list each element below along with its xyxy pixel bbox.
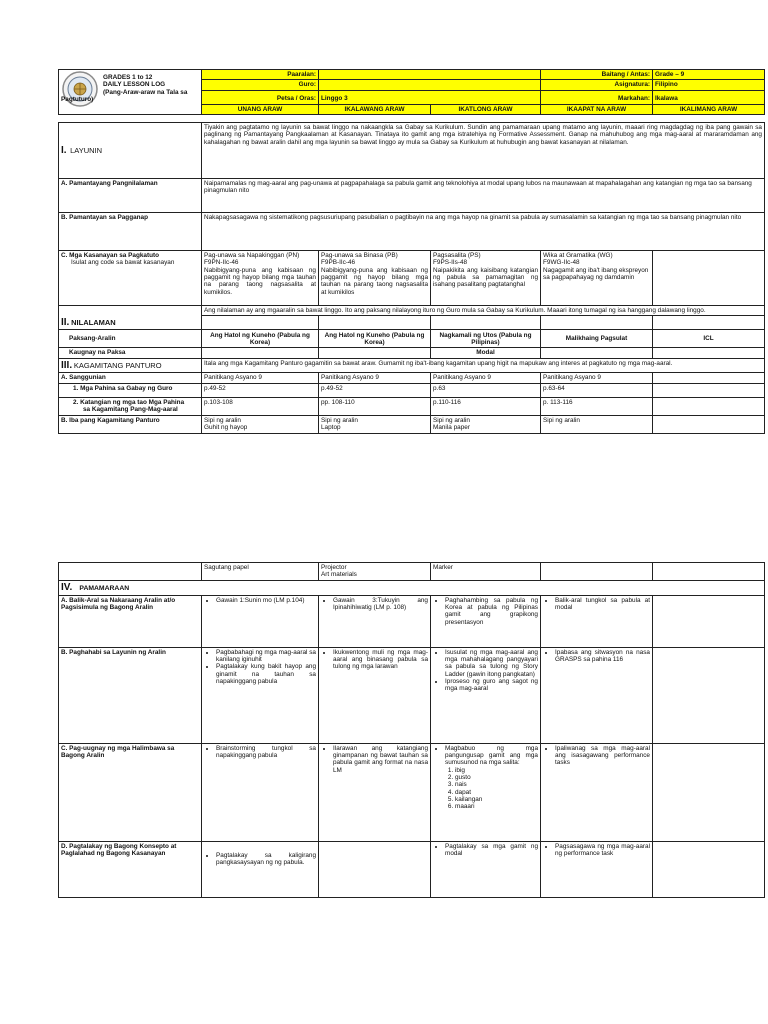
lm-5 bbox=[653, 397, 765, 415]
nilalaman-blank-3 bbox=[431, 316, 541, 330]
modal-word-1: 1. ibig bbox=[455, 767, 538, 774]
paaralan-value bbox=[319, 70, 541, 80]
pamamaraan-d-4-item: • Pagsasagawa ng mga mag-aaral ng performance task bbox=[555, 843, 650, 858]
gabay-guro-5 bbox=[653, 383, 765, 397]
iba-3-item-2: Manila paper bbox=[433, 423, 470, 431]
kasanayan-3-code: F9PS-IIs-48 bbox=[433, 259, 468, 267]
sanggunian-3: Panitikang Asyano 9 bbox=[431, 373, 541, 383]
pamamaraan-d-1-item: • Pagtalakay sa kaligirang pangkasaysayan ng ng pabula. bbox=[216, 852, 316, 867]
layunin-label: LAYUNIN bbox=[70, 145, 103, 155]
nilalaman-blank-1 bbox=[202, 316, 319, 330]
iba-1 bbox=[202, 415, 319, 433]
pamamaraan-b-5 bbox=[653, 647, 765, 743]
iba-3-item-1: Sipi ng aralin bbox=[433, 416, 470, 424]
kagamitan-text: Itala ang mga Kagamitang Panturo gagamitin sa bawat araw. Gumamit ng iba't-ibang kagamitan upang higit na mapukaw ang interes at pagkatuto ng mga mag-aaral. bbox=[202, 358, 765, 373]
layunin-heading bbox=[59, 123, 202, 179]
iba-cont-4 bbox=[541, 563, 653, 581]
pamamaraan-a-2-item: • Gawain 3:Tukuyin ang Ipinahihiwatig (LM p. 108) bbox=[333, 597, 428, 612]
modal-word-5: 5. kailangan bbox=[455, 796, 538, 803]
kagamitan-num: III. bbox=[61, 359, 73, 371]
nilalaman-num: II. bbox=[61, 316, 70, 328]
nilalaman-heading bbox=[59, 306, 202, 330]
modal-word-4: 4. dapat bbox=[455, 789, 538, 796]
iba-2-item-1: Sipi ng aralin bbox=[321, 416, 358, 424]
markahan-value: Ikalawa bbox=[653, 90, 765, 104]
pamamaraan-c-3-item: Magbabuo ng mga pangungusap gamit ang mga sumusunod na mga salita: bbox=[445, 744, 538, 767]
pamamaraan-d-5 bbox=[653, 841, 765, 897]
lm-label-2: sa Kagamitang Pang-Mag-aaral bbox=[83, 405, 178, 413]
pamamaraan-c-1 bbox=[202, 743, 319, 841]
kasanayan-3-text: Naipakikita ang kaisibang katangian ng pabula sa pamamagitan ng isahang pasalitang pagtatanghal bbox=[433, 266, 538, 289]
iba-label: B. Iba pang Kagamitang Panturo bbox=[59, 415, 202, 433]
kasanayan-cell-4 bbox=[541, 251, 653, 306]
kasanayan-2-domain: Pag-unawa sa Binasa (PB) bbox=[321, 252, 398, 259]
pamamaraan-b-4 bbox=[541, 647, 653, 743]
pamamaraan-b-3 bbox=[431, 647, 541, 743]
pamamaraan-a-1 bbox=[202, 595, 319, 647]
pamantayan-pagganap-label: B. Pamantayan sa Pagganap bbox=[59, 213, 202, 251]
kasanayan-cell-1 bbox=[202, 251, 319, 306]
modal-word-6: 6. maaari bbox=[455, 803, 538, 810]
kasanayan-cell-2 bbox=[319, 251, 431, 306]
pamamaraan-heading bbox=[59, 581, 765, 596]
pamamaraan-d-1 bbox=[202, 841, 319, 897]
gabay-guro-2: p.49-52 bbox=[319, 383, 431, 397]
kaugnay-3: Modal bbox=[431, 348, 541, 358]
sanggunian-5 bbox=[653, 373, 765, 383]
nilalaman-blank-5 bbox=[653, 316, 765, 330]
kasanayan-cell-5 bbox=[653, 251, 765, 306]
day-header-1: UNANG ARAW bbox=[202, 104, 319, 114]
pamamaraan-b-3-item-1: • Isusulat ng mga mag-aaral ang mga mahahalagang pangyayari sa pabula sa tulong ng Story Ladder (gawin itong pangkatan) bbox=[445, 649, 538, 678]
paksa-4: Malikhaing Pagsulat bbox=[541, 330, 653, 348]
gabay-guro-label: 1. Mga Pahina sa Gabay ng Guro bbox=[59, 383, 202, 397]
lm-1: p.103-108 bbox=[202, 397, 319, 415]
iba-cont-2 bbox=[319, 563, 431, 581]
pamamaraan-a-4-item: • Balik-aral tungkol sa pabula at modal bbox=[555, 597, 650, 612]
layunin-text: Tiyakin ang pagtatamo ng layunin sa bawat linggo na nakaangkla sa Gabay sa Kurikulum. Sundin ang pamamaraan upang matamo ang layunin, maaari ring magdagdag ng iba pang gawain sa paglinang ng Pamantayang Pangkaalaman at Kasanayan. Tinataya ito gamit ang mga istratehiya ng Formative Assessment. Ganap na mahuhubog ang mga mag-aaral at mararamdaman ang kahalagahan ng bawat aralin dahil ang mga layunin sa bawat linggo ay mula sa Gabay sa Kurikulum at huhubugin ang bawat kasanayan at nilalaman. bbox=[202, 123, 765, 179]
pamamaraan-a-4 bbox=[541, 595, 653, 647]
pamamaraan-label: PAMAMARAAN bbox=[79, 585, 130, 592]
iba-3 bbox=[431, 415, 541, 433]
pamamaraan-num: IV. bbox=[61, 582, 73, 593]
gabay-guro-3: p.63 bbox=[431, 383, 541, 397]
pamamaraan-c-label: C. Pag-uugnay ng mga Halimbawa sa Bagong Aralin bbox=[59, 743, 202, 841]
pamamaraan-a-1-item: • Gawain 1:Sunin mo (LM p.104) bbox=[216, 597, 316, 604]
gabay-guro-1: p.49-52 bbox=[202, 383, 319, 397]
nilalaman-blank-2 bbox=[319, 316, 431, 330]
lm-2: pp. 108-110 bbox=[319, 397, 431, 415]
iba-cont-1 bbox=[202, 563, 319, 581]
kaugnay-label: Kaugnay na Paksa bbox=[59, 348, 202, 358]
kasanayan-2-code: F9PB-IIc-46 bbox=[321, 259, 356, 267]
pamamaraan-c-5 bbox=[653, 743, 765, 841]
kasanayan-label-cell bbox=[59, 251, 202, 306]
kaugnay-2 bbox=[319, 348, 431, 358]
petsa-value: Linggo 3 bbox=[319, 90, 541, 104]
kasanayan-1-domain: Pag-unawa sa Napakinggan (PN) bbox=[204, 252, 300, 259]
pamamaraan-c-1-item: • Brainstorming tungkol sa napakinggang pabula bbox=[216, 745, 316, 760]
asignatura-label: Asignatura: bbox=[541, 80, 653, 90]
markahan-label: Markahan: bbox=[541, 90, 653, 104]
dll-title-cell bbox=[59, 70, 202, 115]
guro-value bbox=[319, 80, 541, 90]
pamantayan-nilalaman-text: Naipamamalas ng mag-aaral ang pag-unawa at pagpapahalaga sa pabula gamit ang teknolohiya at modal upang lubos na maunawaan at mapahalagahan ang katangian ng mga tao sa bansang pinagmulan nito bbox=[202, 179, 765, 213]
lm-4: p. 113-116 bbox=[541, 397, 653, 415]
pamamaraan-c-4 bbox=[541, 743, 653, 841]
pamantayan-nilalaman-label: A. Pamantayang Pangnilalaman bbox=[59, 179, 202, 213]
kasanayan-sublabel: Isulat ang code sa bawat kasanayan bbox=[71, 259, 175, 267]
paksa-label: Paksang-Aralin bbox=[59, 330, 202, 348]
lm-3: p.110-116 bbox=[431, 397, 541, 415]
pamamaraan-a-label: A. Balik-Aral sa Nakaraang Aralin at/o Pagsisimula ng Bagong Aralin bbox=[59, 595, 202, 647]
paksa-2: Ang Hatol ng Kuneho (Pabula ng Korea) bbox=[319, 330, 431, 348]
sanggunian-2: Panitikang Asyano 9 bbox=[319, 373, 431, 383]
pamantayan-pagganap-text: Nakapagsasagawa ng sistematikong pagsusuriupang pasubalian o pagtibayin na ang mga hayop na ginamit sa pabula ay sumasalamin sa katangian ng mga tao sa bansang pinagmulan nito bbox=[202, 213, 765, 251]
kaugnay-5 bbox=[653, 348, 765, 358]
pamamaraan-d-label: D. Pagtalakay ng Bagong Konsepto at Paglalahad ng Bagong Kasanayan bbox=[59, 841, 202, 897]
iba-cont-5 bbox=[653, 563, 765, 581]
pamamaraan-b-4-item: • Ipabasa ang sitwasyon na nasa GRASPS sa pahina 116 bbox=[555, 649, 650, 664]
kasanayan-4-code: F9WG-IIc-48 bbox=[543, 259, 580, 267]
baitang-label: Baitang / Antas: bbox=[541, 70, 653, 80]
pamamaraan-c-4-item: • Ipaliwanag sa mga mag-aaral ang isasagawang performance tasks bbox=[555, 745, 650, 767]
nilalaman-text: Ang nilalaman ay ang mgaaralin sa bawat linggo. Ito ang paksang nilalayong ituro ng Guro mula sa Gabay sa Kurikulum. Maaari itong tumagal ng isa hanggang dalawang linggo. bbox=[202, 306, 765, 316]
modal-word-3: 3. nais bbox=[455, 781, 538, 788]
dll-title-2: DAILY LESSON LOG bbox=[103, 81, 166, 89]
asignatura-value: Filipino bbox=[653, 80, 765, 90]
iba-5 bbox=[653, 415, 765, 433]
kasanayan-1-code: F9PN-IIc-46 bbox=[204, 259, 239, 267]
petsa-label: Petsa / Oras: bbox=[202, 90, 319, 104]
gabay-guro-4: p.63-64 bbox=[541, 383, 653, 397]
kasanayan-2-text: Nabibigyang-puna ang kabisaan ng paggamit ng hayop bilang mga tauhan na parang taong nagsasalita at kumikilos bbox=[321, 266, 428, 296]
kasanayan-4-text: Nagagamit ang iba't ibang ekspreyon sa pagpapahayag ng damdamin bbox=[543, 266, 649, 282]
paksa-5: ICL bbox=[653, 330, 765, 348]
nilalaman-blank-4 bbox=[541, 316, 653, 330]
kasanayan-3-domain: Pagsasalita (PS) bbox=[433, 252, 481, 259]
pamamaraan-b-2 bbox=[319, 647, 431, 743]
sanggunian-1: Panitikang Asyano 9 bbox=[202, 373, 319, 383]
paksa-3: Nagkamali ng Utos (Pabula ng Pilipinas) bbox=[431, 330, 541, 348]
iba-cont-2-item-2: Art materials bbox=[321, 571, 357, 579]
kasanayan-cell-3 bbox=[431, 251, 541, 306]
guro-label: Guro: bbox=[202, 80, 319, 90]
pamamaraan-c-2 bbox=[319, 743, 431, 841]
sanggunian-4: Panitikang Asyano 9 bbox=[541, 373, 653, 383]
kasanayan-1-text: Nabibigyang-puna ang kabisaan ng paggamit ng hayop bilang mga tauhan na parang taong nagsasalita at kumikilos. bbox=[204, 266, 316, 296]
dll-body-table bbox=[58, 122, 765, 434]
pamamaraan-b-1-item-1: • Pagbabahagi ng mga mag-aaral sa kanilang iginuhit bbox=[216, 649, 316, 664]
pamamaraan-a-5 bbox=[653, 595, 765, 647]
day-header-2: IKALAWANG ARAW bbox=[319, 104, 431, 114]
iba-cont-3 bbox=[431, 563, 541, 581]
pamamaraan-d-2 bbox=[319, 841, 431, 897]
dll-page2-table bbox=[58, 562, 765, 898]
iba-cont-1-item-1: Sagutang papel bbox=[204, 564, 249, 571]
day-header-5: IKALIMANG ARAW bbox=[653, 104, 765, 114]
iba-cont-label bbox=[59, 563, 202, 581]
lm-label-1: 2. Katangian ng mga tao Mga Pahina bbox=[73, 398, 185, 406]
dll-header-table bbox=[58, 69, 765, 115]
pamamaraan-c-3 bbox=[431, 743, 541, 841]
iba-4 bbox=[541, 415, 653, 433]
dll-title-1: GRADES 1 to 12 bbox=[103, 74, 153, 81]
paksa-1: Ang Hatol ng Kuneho (Pabula ng Korea) bbox=[202, 330, 319, 348]
pamamaraan-a-3-item: • Paghahambing sa pabula ng Korea at pabula ng Pilipinas gamit ang grapikong presentasyon bbox=[445, 597, 538, 626]
dll-title-3: (Pang-Araw-araw na Tala sa Pagtuturo) bbox=[61, 88, 188, 104]
pamamaraan-b-3-item-2: • Iproseso ng guro ang sagot ng mga mag-aaral bbox=[445, 678, 538, 693]
iba-4-item-1: Sipi ng aralin bbox=[543, 416, 580, 424]
pamamaraan-a-3 bbox=[431, 595, 541, 647]
paaralan-label: Paaralan: bbox=[202, 70, 319, 80]
day-header-3: IKATLONG ARAW bbox=[431, 104, 541, 114]
layunin-num: I. bbox=[61, 144, 67, 156]
baitang-value: Grade – 9 bbox=[653, 70, 765, 80]
iba-cont-3-item-1: Marker bbox=[433, 564, 453, 571]
kasanayan-4-domain: Wika at Gramatika (WG) bbox=[543, 252, 613, 259]
kagamitan-heading bbox=[59, 358, 202, 373]
pamamaraan-c-2-item: • Ilarawan ang katangiang ginampanan ng bawat tauhan sa pabula gamit ang format na nasa LM bbox=[333, 745, 428, 774]
pamamaraan-b-label: B. Paghahabi sa Layunin ng Aralin bbox=[59, 647, 202, 743]
pamamaraan-b-2-item: • Ikukwentong muli ng mga mag-aaral ang binasang pabula sa tulong ng mga larawan bbox=[333, 649, 428, 671]
kaugnay-1 bbox=[202, 348, 319, 358]
lm-label-cell bbox=[59, 397, 202, 415]
day-header-4: IKAAPAT NA ARAW bbox=[541, 104, 653, 114]
iba-2 bbox=[319, 415, 431, 433]
sanggunian-label: A. Sanggunian bbox=[59, 373, 202, 383]
iba-2-item-2: Laptop bbox=[321, 423, 341, 431]
pamamaraan-b-1 bbox=[202, 647, 319, 743]
modal-word-2: 2. gusto bbox=[455, 774, 538, 781]
kaugnay-4 bbox=[541, 348, 653, 358]
pamamaraan-b-1-item-2: • Pagtalakay kung bakit hayop ang ginamit na tauhan sa napakinggang pabula bbox=[216, 663, 316, 685]
pamamaraan-d-3 bbox=[431, 841, 541, 897]
kagamitan-label: KAGAMITANG PANTURO bbox=[73, 360, 162, 370]
iba-1-item-1: Sipi ng aralin bbox=[204, 416, 241, 424]
nilalaman-label: NILALAMAN bbox=[71, 317, 116, 327]
iba-cont-2-item-1: Projector bbox=[321, 564, 347, 571]
iba-1-item-2: Guhit ng hayop bbox=[204, 423, 248, 431]
pamamaraan-d-4 bbox=[541, 841, 653, 897]
pamamaraan-a-2 bbox=[319, 595, 431, 647]
pamamaraan-d-3-item: • Pagtalakay sa mga gamit ng modal bbox=[445, 843, 538, 858]
kasanayan-label: C. Mga Kasanayan sa Pagkatuto bbox=[61, 252, 160, 259]
